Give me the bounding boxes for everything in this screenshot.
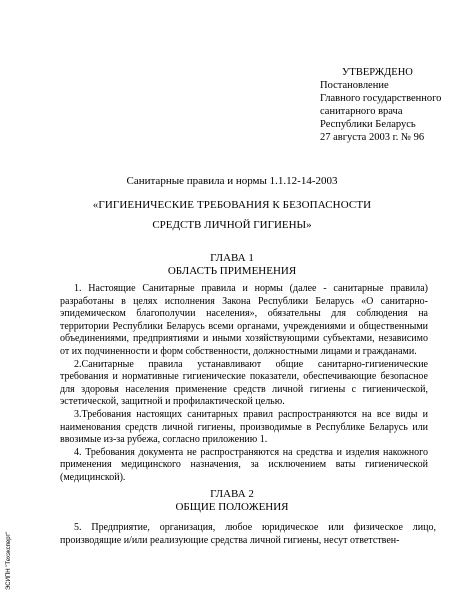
- approval-line: Республики Беларусь: [320, 119, 416, 130]
- approval-line: Главного государственного: [320, 93, 442, 104]
- side-stamp: ЭСИПН "Техэксперт": [6, 531, 12, 590]
- chapter2-body: [60, 521, 436, 548]
- approval-heading: УТВЕРЖДЕНО: [342, 67, 413, 78]
- chapter1-number: ГЛАВА 1: [210, 252, 254, 264]
- main-title-line2: СРЕДСТВ ЛИЧНОЙ ГИГИЕНЫ»: [152, 219, 312, 231]
- chapter1-body: [60, 283, 428, 485]
- approval-line: Постановление: [320, 80, 389, 91]
- paragraph: 3.Требования настоящих санитарных правил распространяются на все виды и наименования средств личной гигиены, производимые в Республике Беларусь или ввозимые из-за рубежа, согласно приложению 1.: [60, 408, 428, 446]
- approval-line: санитарного врача: [320, 106, 403, 117]
- approval-block: [320, 66, 460, 144]
- paragraph: 1. Настоящие Санитарные правила и нормы (далее - санитарные правила) разработаны в целях исполнения Закона Республики Беларусь «О санитарно-эпидемическом благополучии населения», обязательны для соблюдения на территории Республики Беларусь всеми органами, учреждениями и общественными объединениями, предприятиями и иными хозяйствующими субъектами, независимо от их подчиненности и форм собственности, должностными лицами и гражданами.: [60, 283, 428, 357]
- paragraph: 4. Требования документа не распространяются на средства и изделия накожного применения медицинского назначения, за исключением ваты гигиенической (медицинской).: [60, 446, 428, 483]
- paragraph: 5. Предприятие, организация, любое юридическое или физическое лицо, производящие и/или реализующие средства личной гигиены, несут ответствен-: [60, 522, 436, 547]
- main-title-line1: «ГИГИЕНИЧЕСКИЕ ТРЕБОВАНИЯ К БЕЗОПАСНОСТИ: [92, 199, 372, 211]
- chapter2-title: ОБЩИЕ ПОЛОЖЕНИЯ: [175, 501, 289, 513]
- approval-date: 27 августа 2003 г. № 96: [320, 132, 425, 143]
- chapter1-title: ОБЛАСТЬ ПРИМЕНЕНИЯ: [167, 265, 297, 277]
- chapter2-number: ГЛАВА 2: [210, 488, 254, 500]
- rules-title: Санитарные правила и нормы 1.1.12-14-2003: [126, 175, 338, 187]
- paragraph: 2.Санитарные правила устанавливают общие санитарно-гигиенические требования и нормативные гигиенические показатели, обеспечивающие безопасное для здоровья населения применение средств личной гигиены с гигиенической, эстетической, защитной и профилактической целью.: [60, 358, 428, 408]
